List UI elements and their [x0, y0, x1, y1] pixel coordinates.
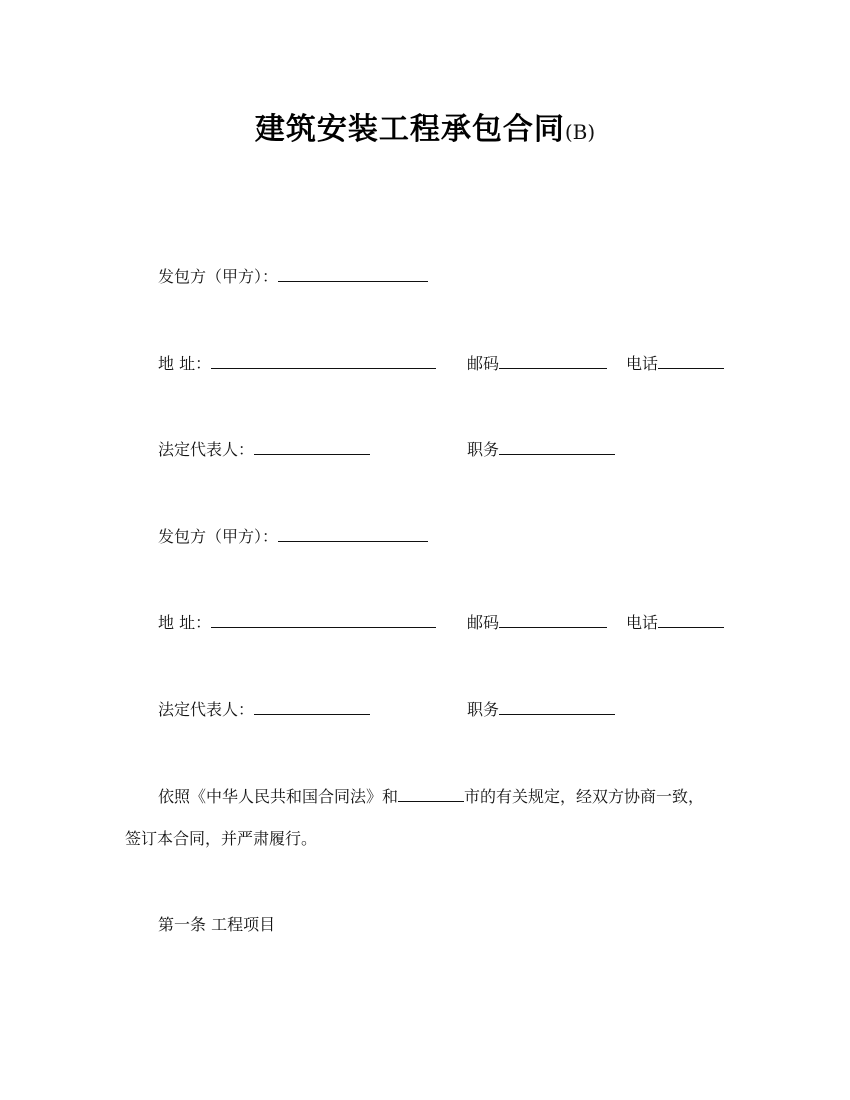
party-b-line — [158, 526, 428, 547]
party-b-postcode-line — [467, 612, 607, 633]
party-b-label: 发包方（甲方）： — [158, 527, 279, 546]
party-a-legal-rep-line — [158, 439, 370, 460]
party-b-position-label: 职务 — [467, 700, 500, 719]
party-a-address-line — [158, 353, 436, 374]
party-b-postcode-field[interactable] — [499, 612, 607, 628]
party-b-position-field[interactable] — [499, 699, 615, 715]
party-b-phone-field[interactable] — [658, 612, 724, 628]
party-b-legal-rep-label: 法定代表人： — [158, 700, 255, 719]
party-b-phone-label: 电话 — [626, 613, 659, 632]
party-a-phone-field[interactable] — [658, 353, 724, 369]
party-a-position-label: 职务 — [467, 440, 500, 459]
party-a-label: 发包方（甲方）： — [158, 267, 279, 286]
party-b-name-field[interactable] — [278, 526, 428, 542]
party-a-address-label: 地 址： — [158, 354, 212, 373]
party-b-position-line — [467, 699, 615, 720]
party-a-legal-rep-label: 法定代表人： — [158, 440, 255, 459]
preamble-text-3: 签订本合同，并严肃履行。 — [125, 829, 318, 848]
party-a-address-field[interactable] — [211, 353, 436, 369]
page-title — [0, 104, 850, 148]
party-b-legal-rep-line — [158, 699, 370, 720]
party-a-position-field[interactable] — [499, 439, 615, 455]
preamble-line-1 — [158, 786, 704, 807]
party-a-position-line — [467, 439, 615, 460]
city-field[interactable] — [398, 786, 464, 802]
party-b-postcode-label: 邮码 — [467, 613, 500, 632]
title-suffix: (B) — [564, 120, 596, 144]
party-a-legal-rep-field[interactable] — [254, 439, 370, 455]
party-b-address-line — [158, 612, 436, 633]
party-a-postcode-line — [467, 353, 607, 374]
preamble-text-2: 市的有关规定，经双方协商一致， — [464, 787, 705, 806]
party-b-address-label: 地 址： — [158, 613, 212, 632]
party-a-phone-label: 电话 — [626, 354, 659, 373]
party-b-legal-rep-field[interactable] — [254, 699, 370, 715]
title-main: 建筑安装工程承包合同 — [254, 112, 565, 147]
party-a-postcode-field[interactable] — [499, 353, 607, 369]
party-a-postcode-label: 邮码 — [467, 354, 500, 373]
preamble-line-2 — [125, 829, 317, 849]
party-a-phone-line — [626, 353, 724, 374]
article-1-title: 第一条 工程项目 — [158, 915, 276, 934]
article-1-heading — [158, 915, 275, 935]
party-a-name-field[interactable] — [278, 266, 428, 282]
party-a-line — [158, 266, 428, 287]
party-b-phone-line — [626, 612, 724, 633]
party-b-address-field[interactable] — [211, 612, 436, 628]
preamble-text-1: 依照《中华人民共和国合同法》和 — [158, 787, 399, 806]
